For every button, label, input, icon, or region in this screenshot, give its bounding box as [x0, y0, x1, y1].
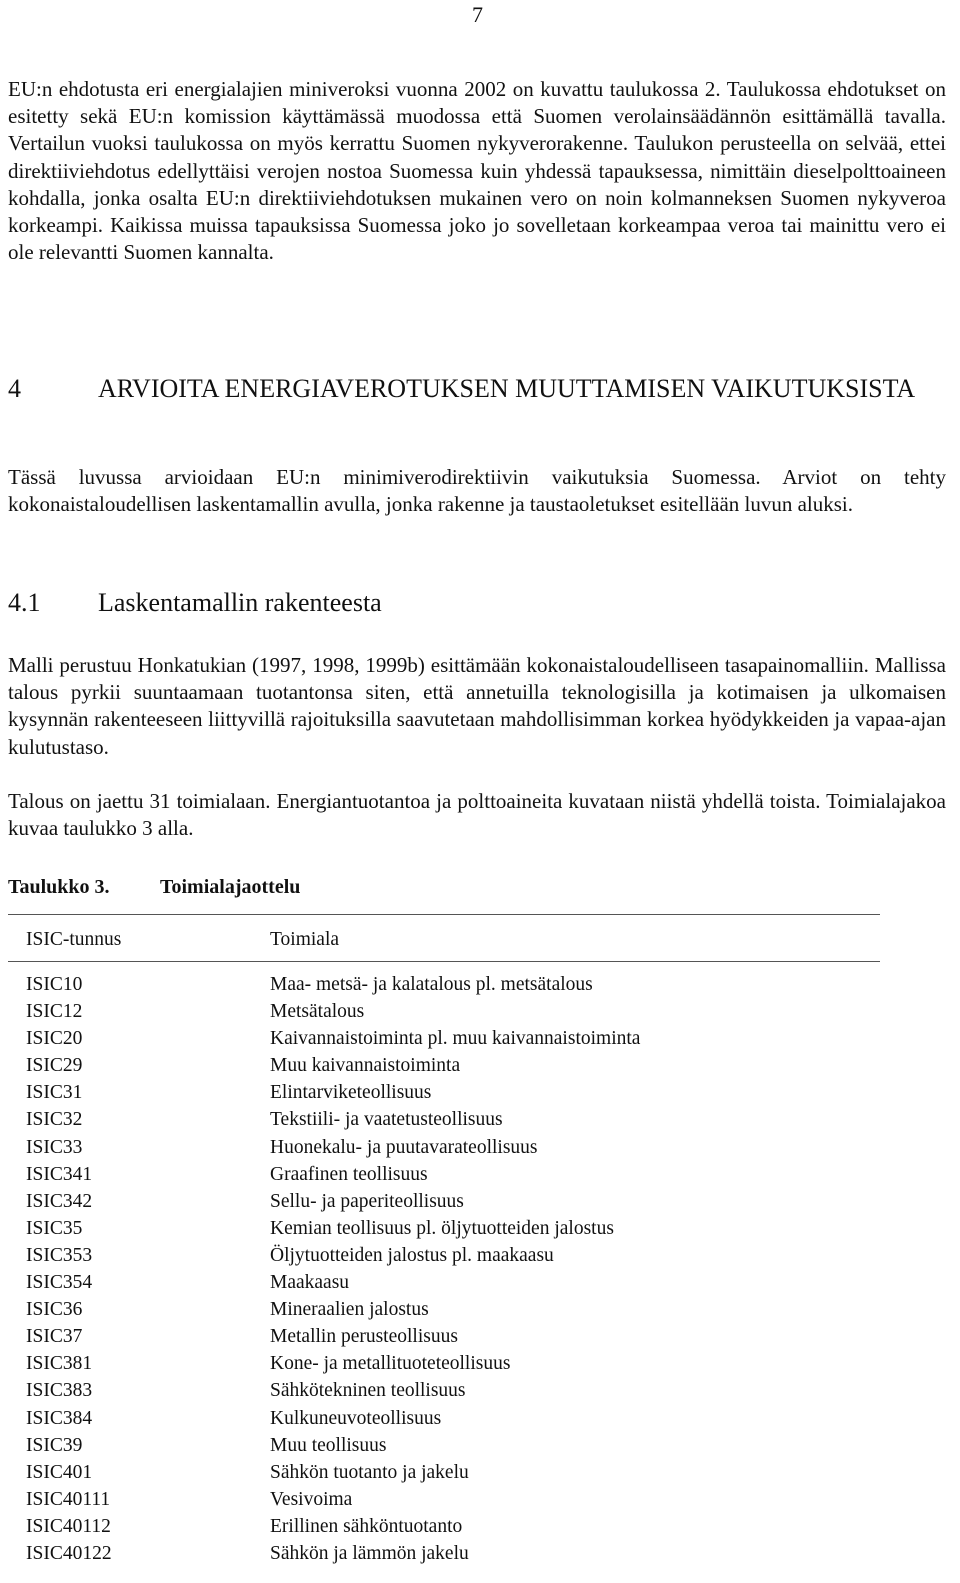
industry-cell: Sähkötekninen teollisuus [270, 1380, 466, 1402]
isic-code-cell: ISIC40111 [26, 1488, 111, 1510]
table-row [26, 1432, 876, 1459]
table-row [26, 1106, 876, 1133]
page-number: 7 [472, 2, 483, 27]
industry-cell: Sellu- ja paperiteollisuus [270, 1190, 464, 1212]
header-industry: Toimiala [270, 929, 340, 950]
table-row [26, 1513, 876, 1540]
isic-code-cell: ISIC29 [26, 1055, 83, 1077]
table-row [26, 1296, 876, 1323]
table-row [26, 971, 876, 998]
table-caption [8, 876, 300, 899]
table-label: Taulukko 3. [8, 876, 110, 898]
table-row [26, 1161, 876, 1188]
isic-code-cell: ISIC341 [26, 1163, 93, 1185]
section-4-1-title: Laskentamallin rakenteesta [98, 588, 382, 617]
table-row [26, 1134, 876, 1161]
section-4-number: 4 [8, 374, 21, 403]
isic-code-cell: ISIC383 [26, 1380, 93, 1402]
table-row [26, 1323, 876, 1350]
paragraph-intro: EU:n ehdotusta eri energialajien miniveroksi vuonna 2002 on kuvattu taulukossa 2. Taulukossa ehdotukset on esitetty sekä EU:n komission käyttämässä muodossa että Suomen verolainsäädännön esittämällä tavalla. Vertailun vuoksi taulukossa on myös kerrattu Suomen nykyverorakenne. Taulukon perusteella on selvää, ettei direktiiviehdotus edellyttäisi verojen nostoa Suomessa kuin yhdessä tapauksessa, nimittäin dieselpolttoaineen kohdalla, jonka osalta EU:n direktiiviehdotuksen mukainen vero on noin kolmanneksen Suomen nykyveroa korkeampi. Kaikissa muissa tapauksissa Suomessa joko jo sovelletaan korkeampaa veroa tai mainittu vero ei ole relevantti Suomen kannalta. [8, 77, 946, 265]
industry-cell: Huonekalu- ja puutavarateollisuus [270, 1136, 538, 1158]
paragraph-section-4: Tässä luvussa arvioidaan EU:n minimiverodirektiivin vaikutuksia Suomessa. Arviot on tehty kokonaistaloudellisen laskentamallin avulla, jonka rakenne ja taustaoletukset esitellään luvun aluksi. [8, 465, 946, 517]
table-row [26, 998, 876, 1025]
table-row [26, 1377, 876, 1404]
table-row [26, 1540, 876, 1567]
industry-cell: Kulkuneuvoteollisuus [270, 1407, 442, 1429]
section-4-title: ARVIOITA ENERGIAVEROTUKSEN MUUTTAMISEN VAIKUTUKSISTA [98, 374, 916, 403]
isic-code-cell: ISIC40112 [26, 1515, 111, 1537]
industry-cell: Metallin perusteollisuus [270, 1326, 458, 1348]
isic-code-cell: ISIC32 [26, 1109, 83, 1131]
table-row [26, 1025, 876, 1052]
section-4-heading [8, 370, 918, 407]
table-title: Toimialajaottelu [160, 876, 301, 898]
isic-code-cell: ISIC35 [26, 1217, 83, 1239]
industry-cell: Elintarviketeollisuus [270, 1082, 432, 1104]
isic-code-cell: ISIC10 [26, 974, 83, 995]
table-row [26, 1215, 876, 1242]
industry-cell: Maakaasu [270, 1272, 350, 1294]
industry-cell: Muu teollisuus [270, 1434, 387, 1456]
industry-cell: Tekstiili- ja vaatetusteollisuus [270, 1109, 503, 1131]
isic-code-cell: ISIC12 [26, 1001, 83, 1023]
header-isic-code: ISIC-tunnus [26, 929, 122, 950]
table-row [26, 1459, 876, 1486]
isic-code-cell: ISIC381 [26, 1353, 93, 1375]
table-row [26, 1188, 876, 1215]
industry-cell: Graafinen teollisuus [270, 1163, 428, 1185]
table-row [26, 1269, 876, 1296]
isic-code-cell: ISIC401 [26, 1461, 93, 1483]
isic-code-cell: ISIC342 [26, 1190, 93, 1212]
section-4-1-heading [8, 584, 918, 621]
industry-cell: Metsätalous [270, 1001, 365, 1023]
industry-cell: Kone- ja metallituoteteollisuus [270, 1353, 511, 1375]
industry-cell: Muu kaivannaistoiminta [270, 1055, 461, 1077]
isic-code-cell: ISIC31 [26, 1082, 83, 1104]
industry-cell: Kaivannaistoiminta pl. muu kaivannaistoiminta [270, 1028, 641, 1050]
isic-code-cell: ISIC384 [26, 1407, 93, 1429]
isic-code-cell: ISIC354 [26, 1272, 93, 1294]
isic-code-cell: ISIC33 [26, 1136, 83, 1158]
table-header-row [26, 928, 339, 960]
table-row [26, 1350, 876, 1377]
isic-code-cell: ISIC40122 [26, 1542, 112, 1564]
table-row [26, 1242, 876, 1269]
paragraph-model: Malli perustuu Honkatukian (1997, 1998, 1999b) esittämään kokonaistaloudelliseen tasapainomalliin. Mallissa talous pyrkii suuntaamaan tuotantonsa siten, että annetuilla teknologisilla ja kotimaisen ja ulkomaisen kysynnän rakenteeseen liittyvillä rajoituksilla saavutetaan mahdollisimman korkea hyödykkeiden ja vapaa-ajan kulutustaso. [8, 653, 946, 759]
industry-cell: Kemian teollisuus pl. öljytuotteiden jalostus [270, 1217, 614, 1239]
isic-code-cell: ISIC20 [26, 1028, 83, 1050]
isic-code-cell: ISIC36 [26, 1299, 83, 1321]
table-header-rule [8, 961, 880, 962]
paragraph-industries: Talous on jaettu 31 toimialaan. Energiantuotantoa ja polttoaineita kuvataan niistä yhdellä toista. Toimialajakoa kuvaa taulukko 3 alla. [8, 789, 946, 841]
industry-cell: Sähkön tuotanto ja jakelu [270, 1461, 469, 1483]
isic-code-cell: ISIC353 [26, 1244, 93, 1266]
industry-cell: Erillinen sähköntuotanto [270, 1515, 463, 1537]
industry-cell: Sähkön ja lämmön jakelu [270, 1542, 469, 1564]
table-row [26, 1079, 876, 1106]
table-body [26, 971, 876, 1567]
industry-table [26, 928, 641, 1564]
isic-code-cell: ISIC39 [26, 1434, 83, 1456]
table-top-rule [8, 914, 880, 915]
table-row [26, 1486, 876, 1513]
isic-code-cell: ISIC37 [26, 1326, 83, 1348]
industry-cell: Maa- metsä- ja kalatalous pl. metsätalous [270, 974, 593, 995]
section-4-1-number: 4.1 [8, 588, 41, 617]
industry-cell: Vesivoima [270, 1488, 353, 1510]
industry-cell: Mineraalien jalostus [270, 1299, 429, 1321]
industry-cell: Öljytuotteiden jalostus pl. maakaasu [270, 1244, 554, 1266]
table-row [26, 1052, 876, 1079]
table-row [26, 1405, 876, 1432]
